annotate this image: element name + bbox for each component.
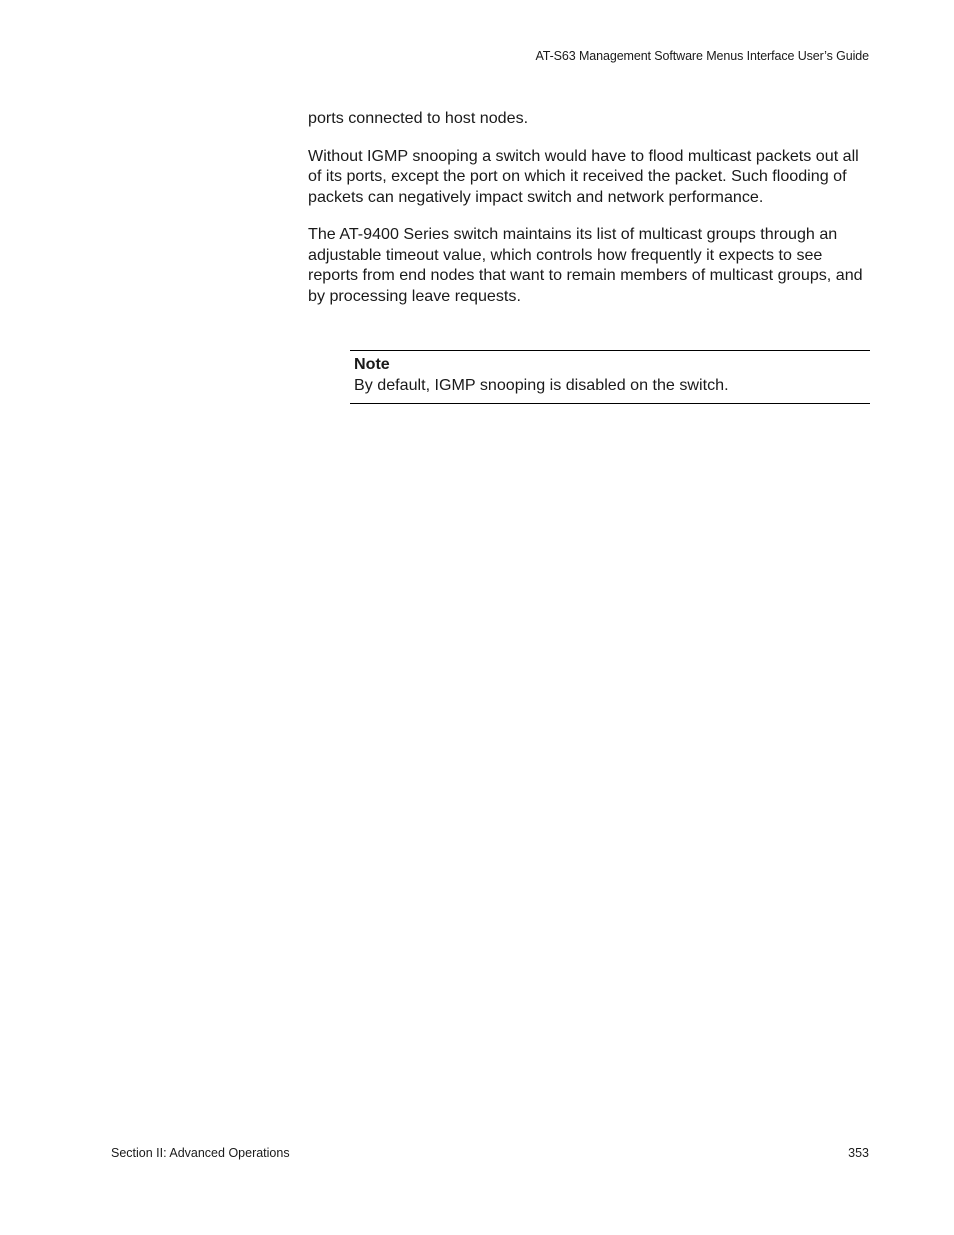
- running-footer-section: Section II: Advanced Operations: [111, 1146, 290, 1160]
- note-box: [350, 350, 870, 404]
- note-title: Note: [354, 355, 390, 373]
- paragraph-multicast-groups: The AT-9400 Series switch maintains its list of multicast groups through an adjustable timeout value, which controls how frequently it expects to see reports from end nodes that want to remain members of multicast groups, and by processing leave requests.: [308, 225, 863, 305]
- paragraph-continuation: ports connected to host nodes.: [308, 109, 529, 127]
- body-text-column: [308, 108, 870, 323]
- note-text: By default, IGMP snooping is disabled on the switch.: [354, 375, 729, 394]
- paragraph-igmp-flooding: Without IGMP snooping a switch would have to flood multicast packets out all of its ports, except the port on which it received the packet. Such flooding of packets can negatively impact switch and network performance.: [308, 146, 859, 206]
- running-header-title: AT-S63 Management Software Menus Interface User’s Guide: [535, 49, 869, 63]
- page-number: 353: [848, 1146, 869, 1160]
